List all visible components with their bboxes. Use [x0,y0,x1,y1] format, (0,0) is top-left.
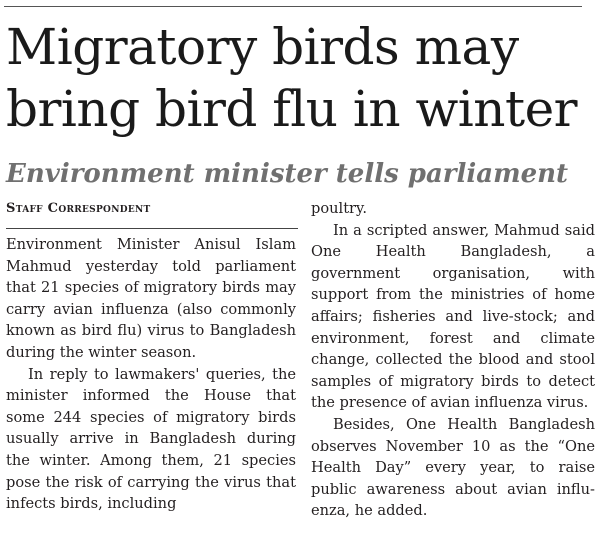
byline: Staff Correspondent [6,201,151,216]
paragraph: Environment Minister Anisul Islam Mahmud yesterday told parliament that 21 species of migratory birds may carry avian influenza (also commonly known as bird flu) virus to Bangladesh during the winter season. [6,236,296,361]
top-rule [4,6,582,7]
headline: Migratory birds may bring bird flu in winter [6,18,578,138]
paragraph: Besides, One Health Bangladesh observes November 10 as the “One Health Day” every year, to raise public awareness about avian influ-enza, he added. [311,415,595,520]
article-column-right [311,198,595,522]
paragraph: In a scripted answer, Mahmud said One Health Bangladesh, a government organisation, with support from the ministries of home affairs; fisheries and live-stock; and environment, forest and climate change, collected the blood and stool samples of migratory birds to detect the presence of avian influenza virus. [311,221,595,412]
subheadline: Environment minister tells parliament [6,159,569,189]
paragraph-continuation: poultry. [311,200,367,217]
article-column-left [6,234,296,515]
paragraph: In reply to lawmakers' queries, the minister informed the House that some 244 species of migratory birds usually arrive in Bangladesh during the winter. Among them, 21 species pose the risk of carrying the virus that infects birds, including [6,365,296,513]
byline-rule [6,228,298,229]
